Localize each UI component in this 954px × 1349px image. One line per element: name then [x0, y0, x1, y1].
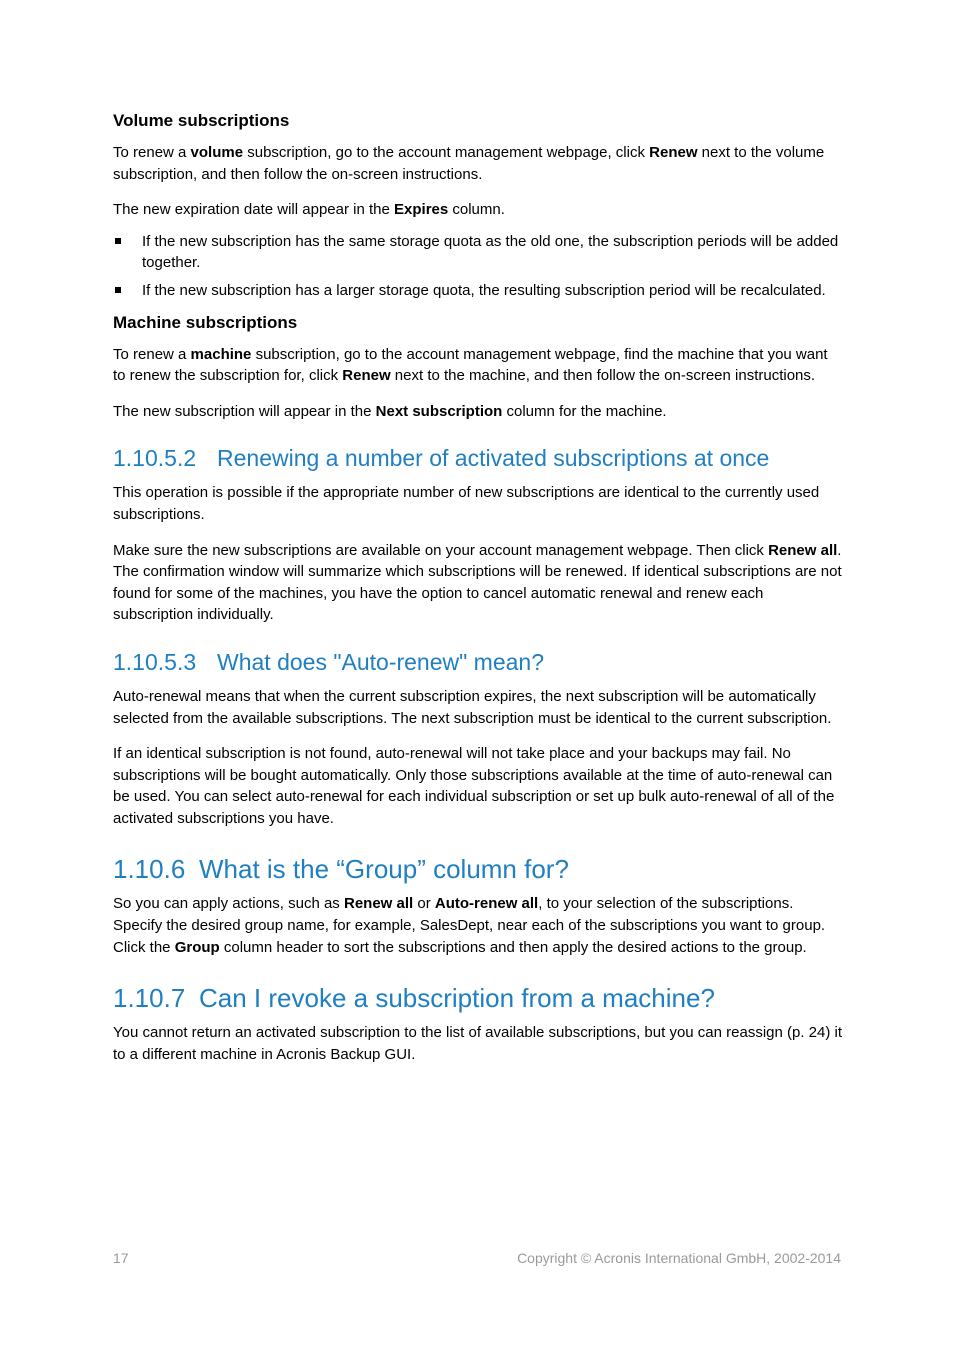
- copyright-notice: Copyright © Acronis International GmbH, 2002-2014: [517, 1250, 841, 1266]
- section-title: Can I revoke a subscription from a machine?: [199, 983, 715, 1014]
- volume-bullet-list: [113, 231, 843, 302]
- volume-paragraph-2: [113, 199, 843, 221]
- section-1-10-7-paragraph-1: You cannot return an activated subscription to the list of available subscriptions, but you can reassign (p. 24) it to a different machine in Acronis Backup GUI.: [113, 1024, 843, 1063]
- text-run: To renew a: [113, 345, 191, 363]
- bold-run: Renew all: [768, 541, 838, 559]
- bullet-square-icon: [115, 238, 121, 244]
- text-run: To renew a: [113, 144, 191, 161]
- list-item-text: If the new subscription has a larger storage quota, the resulting subscription period will be recalculated.: [142, 281, 826, 299]
- text-run: . The confirmation window will summarize which subscriptions will be renewed. If identical subscriptions are not found for some of the machines, you have the option to cancel automatic renewal and renew each subscription individually.: [113, 541, 842, 624]
- text-run: subscription, go to the account management webpage, click: [243, 144, 650, 161]
- section-1-10-5-3-paragraph-1: Auto-renewal means that when the current subscription expires, the next subscription will be automatically selected from the available subscriptions. The next subscription must be identical to the current subscription.: [113, 687, 832, 727]
- section-1-10-5-2-paragraph-2: [113, 540, 843, 626]
- bold-run: machine: [190, 345, 252, 363]
- text-run: subscription, go to the account management webpage, find the machine that you want to renew the subscription for, click: [113, 345, 828, 385]
- section-1-10-5-2-paragraph-1: This operation is possible if the appropriate number of new subscriptions are identical to the currently used subscriptions.: [113, 484, 820, 523]
- section-1-10-5-3-paragraph-2: If an identical subscription is not found, auto-renewal will not take place and your backups may fail. No subscriptions will be bought automatically. Only those subscriptions available at the time of auto-renewal can be used. You can select auto-renewal for each individual subscription or set up bulk auto-renewal of all of the activated subscriptions you have.: [113, 745, 835, 827]
- text-run: So you can apply actions, such as: [113, 895, 344, 913]
- document-body: [113, 110, 843, 1079]
- text-run: column header to sort the subscriptions and then apply the desired actions to the group.: [219, 938, 807, 956]
- machine-paragraph-2: [113, 401, 843, 423]
- list-item-text: If the new subscription has the same storage quota as the old one, the subscription periods will be added together.: [142, 232, 839, 272]
- section-1-10-6-heading: [113, 853, 843, 885]
- bold-run: Renew: [649, 144, 698, 161]
- text-run: The new expiration date will appear in the: [113, 201, 395, 219]
- page-footer: [113, 1250, 841, 1266]
- text-run: or: [413, 895, 435, 913]
- bold-run: volume: [190, 144, 244, 161]
- section-title: What does "Auto-renew" mean?: [217, 648, 544, 675]
- section-1-10-5-3-heading: [113, 648, 843, 676]
- text-run: The new subscription will appear in the: [113, 402, 376, 420]
- section-1-10-5-2-heading: [113, 444, 843, 472]
- bullet-square-icon: [115, 287, 121, 293]
- machine-subscriptions-heading: Machine subscriptions: [113, 312, 298, 332]
- text-run: Make sure the new subscriptions are available on your account management webpage. Then click: [113, 541, 769, 559]
- text-run: , to your selection of the subscriptions. Specify the desired group name, for example, SalesDept, near each of the subscriptions you want to group. Click the: [113, 895, 826, 956]
- section-number: 1.10.5.2: [113, 445, 197, 472]
- page-number: 17: [113, 1250, 129, 1266]
- text-run: next to the machine, and then follow the on-screen instructions.: [390, 367, 816, 385]
- bold-run: Auto-renew all: [434, 895, 539, 913]
- text-run: column for the machine.: [502, 402, 667, 420]
- section-title: What is the “Group” column for?: [199, 854, 569, 885]
- volume-paragraph-1: [113, 142, 843, 185]
- machine-paragraph-1: [113, 344, 843, 387]
- section-number: 1.10.6: [113, 854, 186, 885]
- section-title: Renewing a number of activated subscriptions at once: [217, 445, 770, 472]
- bold-run: Renew: [342, 367, 391, 385]
- text-run: column.: [448, 201, 505, 219]
- section-number: 1.10.5.3: [113, 648, 197, 675]
- bold-run: Next subscription: [375, 402, 503, 420]
- section-number: 1.10.7: [113, 983, 186, 1014]
- bold-run: Group: [174, 938, 220, 956]
- bold-run: Renew all: [343, 895, 414, 913]
- volume-subscriptions-heading: Volume subscriptions: [113, 111, 290, 130]
- section-1-10-6-paragraph-1: [113, 893, 843, 958]
- section-1-10-7-heading: [113, 982, 843, 1014]
- bold-run: Expires: [394, 201, 449, 219]
- list-item: [113, 231, 843, 274]
- text-run: next to the volume subscription, and then follow the on-screen instructions.: [113, 144, 825, 183]
- list-item: [113, 280, 843, 302]
